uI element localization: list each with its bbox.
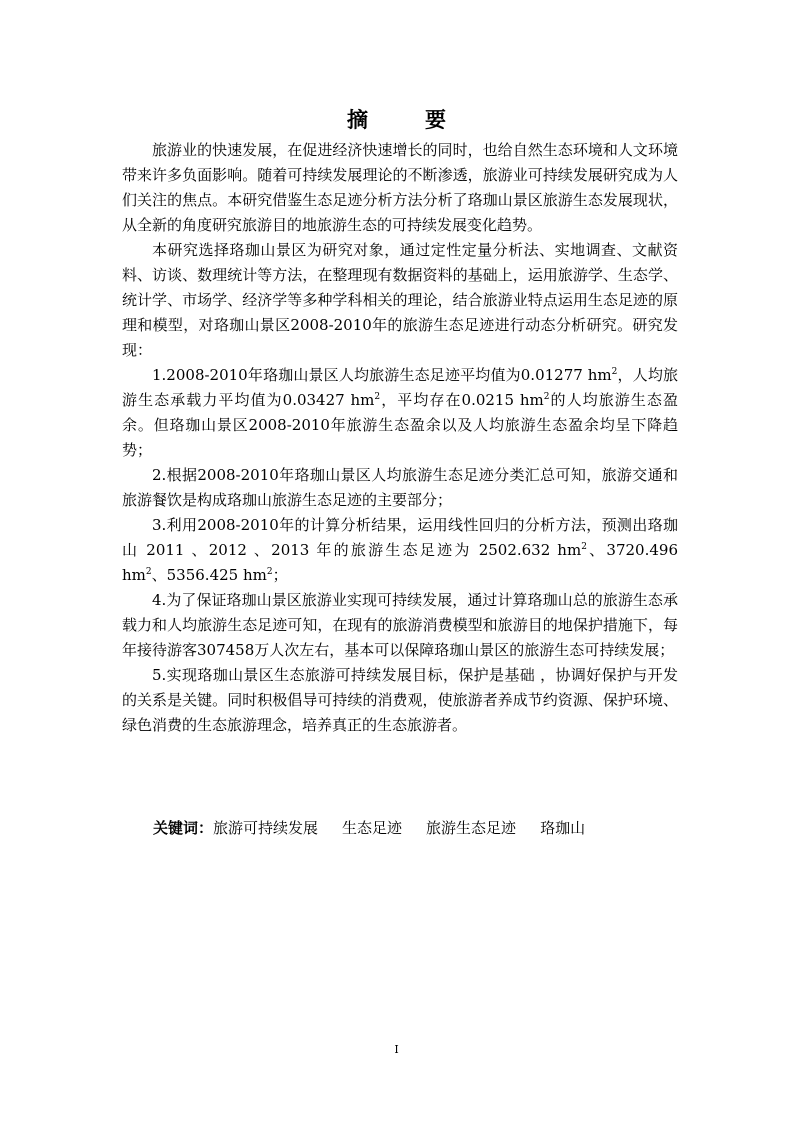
finding-5: 5.实现珞珈山景区生态旅游可持续发展目标，保护是基础 ，协调好保护与开发的关系是关键。同时积极倡导可持续的消费观，使旅游者养成节约资源、保护环境、绿色消费的生态旅游理念，培养真正的生态旅游者。 xyxy=(122,666,678,734)
finding-1 xyxy=(122,363,678,463)
finding-2: 2.根据2008-2010年珞珈山景区人均旅游生态足迹分类汇总可知，旅游交通和旅游餐饮是构成珞珈山旅游生态足迹的主要部分； xyxy=(122,466,678,509)
finding-3-b: 、3720.496 hm xyxy=(122,541,679,584)
sup-6: 2 xyxy=(266,567,273,577)
finding-3-d: ； xyxy=(272,566,288,584)
finding-3-c: 、5356.425 hm xyxy=(151,566,267,584)
keywords-label: 关键词： xyxy=(153,819,214,837)
keyword-item: 珞珈山 xyxy=(540,819,586,837)
finding-1-c: ，平均存在0.0215 hm xyxy=(380,391,544,409)
finding-1-d: 的人均旅游生态盈余。但珞珈山景区2008-2010年旅游生态盈余以及人均旅游生态盈余均呈下降趋势； xyxy=(122,391,678,459)
sup-3: 2 xyxy=(543,392,550,402)
finding-1-b: ，人均旅游生态承载力平均值为0.03427 hm xyxy=(122,366,678,409)
page-number: I xyxy=(394,1043,399,1056)
paragraph-method: 本研究选择珞珈山景区为研究对象，通过定性定量分析法、实地调查、文献资料、访谈、数理统计等方法，在整理现有数据资料的基础上，运用旅游学、生态学、统计学、市场学、经济学等多种学科相关的理论，结合旅游业特点运用生态足迹的原理和模型，对珞珈山景区2008-2010年的旅游生态足迹进行动态分析研究。研究发现： xyxy=(122,241,678,359)
abstract-body xyxy=(122,138,678,738)
finding-4: 4.为了保证珞珈山景区旅游业实现可持续发展，通过计算珞珈山总的旅游生态承载力和人均旅游生态足迹可知，在现有的旅游消费模型和旅游目的地保护措施下，每年接待游客307458万人次左右，基本可以保障珞珈山景区的旅游生态可持续发展； xyxy=(122,591,678,659)
keyword-item: 生态足迹 xyxy=(342,819,403,837)
finding-1-a: 1.2008-2010年珞珈山景区人均旅游生态足迹平均值为0.01277 hm xyxy=(152,366,612,384)
finding-3-a: 3.利用2008-2010年的计算分析结果，运用线性回归的分析方法，预测出珞珈山 2011 、2012 、2013 年的旅游生态足迹为 2502.632 hm xyxy=(122,516,678,559)
abstract-title: 摘 要 xyxy=(347,107,464,132)
sup-4: 2 xyxy=(581,542,587,552)
sup-5: 2 xyxy=(145,567,152,577)
finding-3 xyxy=(122,513,678,588)
keyword-item: 旅游可持续发展 xyxy=(213,819,319,837)
sup-1: 2 xyxy=(611,367,618,377)
keyword-item: 旅游生态足迹 xyxy=(426,819,517,837)
sup-2: 2 xyxy=(374,392,381,402)
paragraph-intro: 旅游业的快速发展，在促进经济快速增长的同时，也给自然生态环境和人文环境带来许多负面影响。随着可持续发展理论的不断渗透，旅游业可持续发展研究成为人们关注的焦点。本研究借鉴生态足迹分析方法分析了珞珈山景区旅游生态发展现状，从全新的角度研究旅游目的地旅游生态的可持续发展变化趋势。 xyxy=(122,141,678,234)
keywords-line xyxy=(153,817,609,838)
